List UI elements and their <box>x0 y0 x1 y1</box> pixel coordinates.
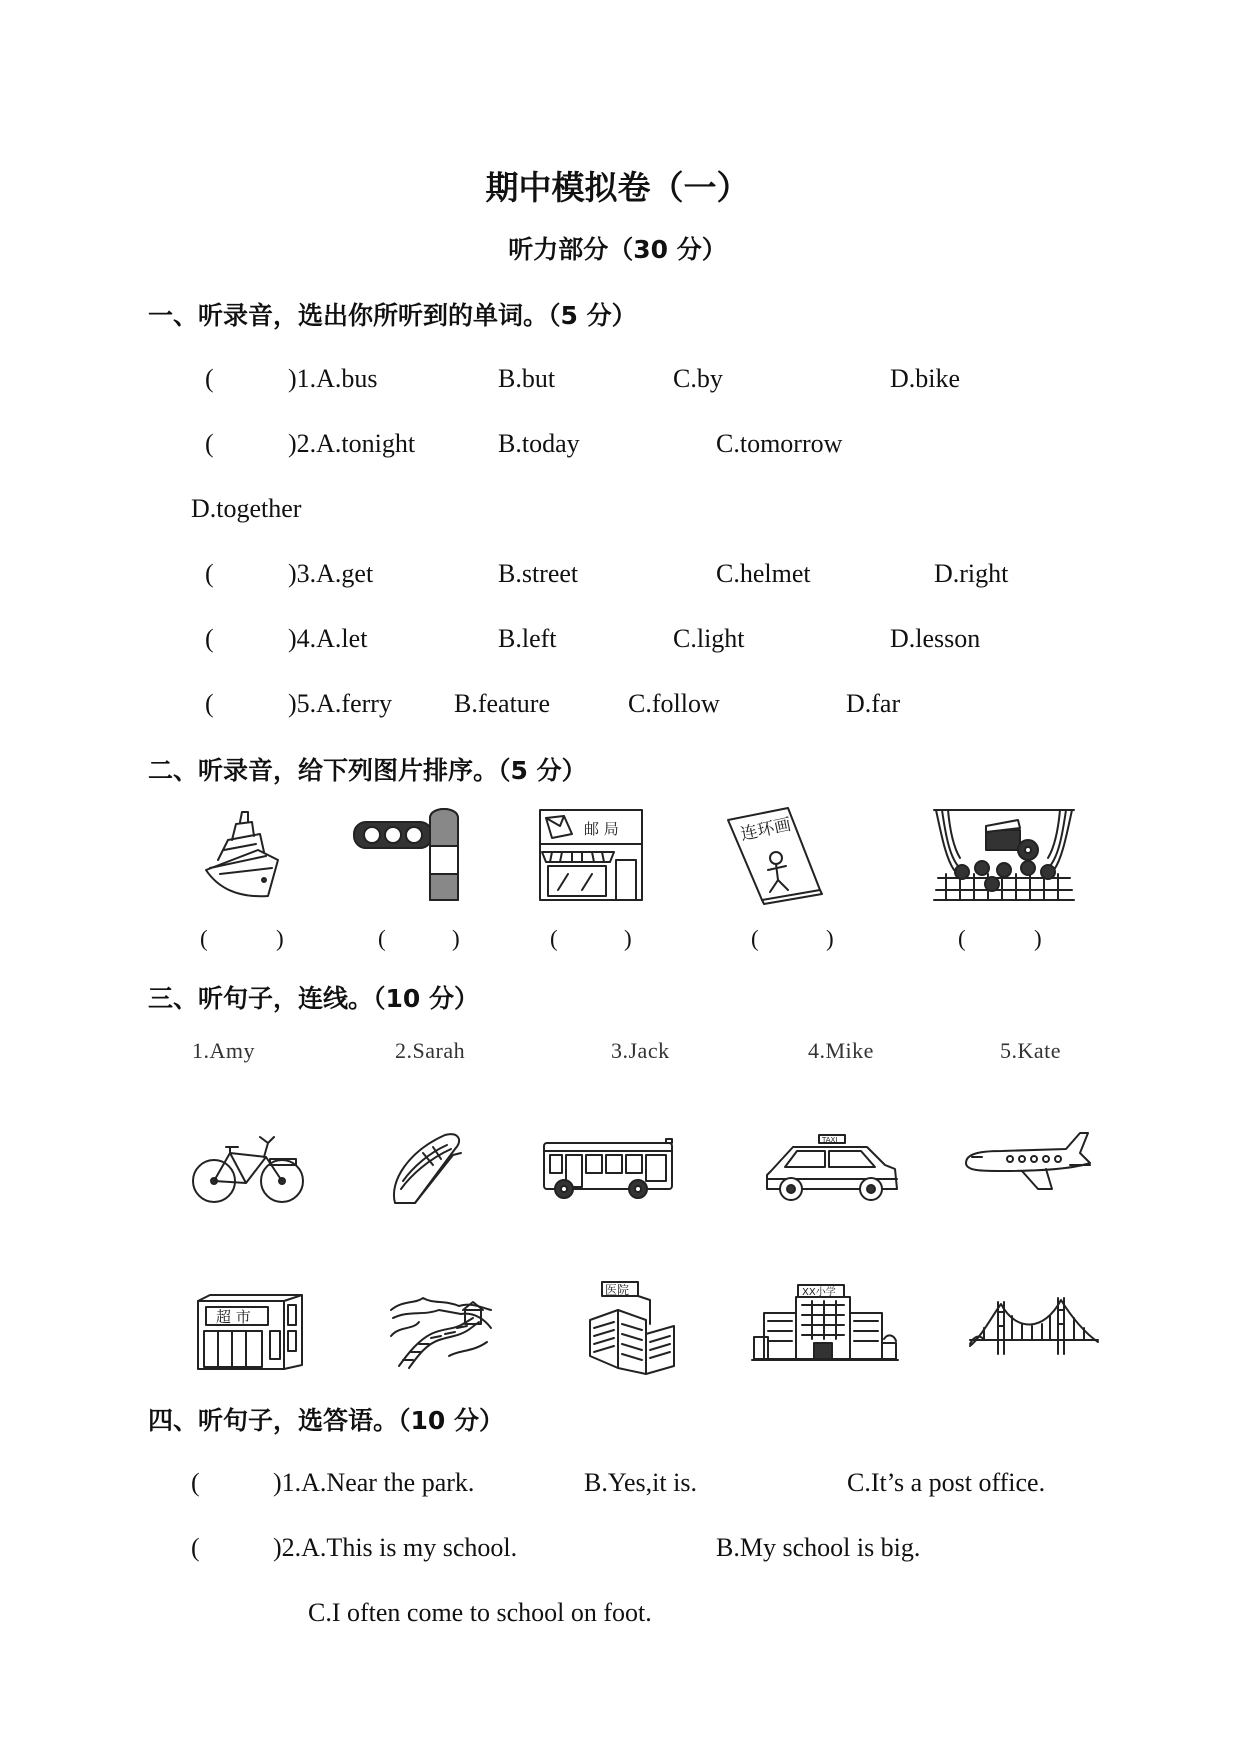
question-option-a: )3.A.get <box>288 559 374 588</box>
bicycle-icon[interactable] <box>190 1133 306 1205</box>
taxi-label: TAXI <box>822 1136 838 1144</box>
post-office-sign: 邮 局 <box>584 820 619 838</box>
taxi-icon[interactable] <box>763 1133 901 1203</box>
question-option-a: )2.A.tonight <box>288 429 416 458</box>
page-subtitle: 听力部分（30 分） <box>508 235 727 264</box>
section-4-heading: 四、听句子，选答语。（10 分） <box>148 1406 504 1435</box>
question-option-a: )4.A.let <box>288 624 368 653</box>
name-amy[interactable]: 1.Amy <box>192 1038 255 1063</box>
school-icon[interactable] <box>752 1283 898 1361</box>
question-option-b: B.left <box>498 624 557 653</box>
section-3-heading: 三、听句子，连线。（10 分） <box>148 984 479 1013</box>
hospital-icon[interactable] <box>588 1280 676 1376</box>
question-option-c: C.by <box>673 364 723 393</box>
question-option-d: D.together <box>191 494 302 523</box>
answer-bracket[interactable]: ( <box>205 689 214 718</box>
comic-book-title: 连环画 <box>738 814 793 845</box>
answer-bracket[interactable]: ( <box>191 1468 200 1497</box>
question-option-c: C.I often come to school on foot. <box>308 1598 652 1627</box>
post-office-icon <box>538 808 644 902</box>
question-option-a: )5.A.ferry <box>288 689 392 718</box>
great-wall-icon[interactable] <box>389 1296 493 1370</box>
blank-close: ) <box>452 926 460 951</box>
blank-open: ( <box>200 926 208 951</box>
section-1-heading: 一、听录音，选出你所听到的单词。（5 分） <box>148 301 637 330</box>
plane-icon[interactable] <box>962 1131 1092 1195</box>
answer-bracket[interactable]: ( <box>205 624 214 653</box>
question-option-d: D.bike <box>890 364 961 393</box>
question-option-b: B.today <box>498 429 580 458</box>
blank-close: ) <box>826 926 834 951</box>
blank-open: ( <box>751 926 759 951</box>
question-option-c: C.helmet <box>716 559 811 588</box>
blank-open: ( <box>378 926 386 951</box>
answer-bracket[interactable]: ( <box>205 364 214 393</box>
blank-open: ( <box>550 926 558 951</box>
answer-bracket[interactable]: ( <box>191 1533 200 1562</box>
supermarket-icon[interactable] <box>196 1293 306 1371</box>
train-icon[interactable] <box>389 1131 463 1209</box>
cinema-icon <box>932 808 1076 902</box>
question-option-a: )1.A.bus <box>288 364 378 393</box>
question-option-d: D.far <box>846 689 901 718</box>
traffic-light-icon <box>352 808 462 902</box>
question-option-b: B.Yes,it is. <box>584 1468 697 1497</box>
question-option-c: C.light <box>673 624 745 653</box>
question-option-b: B.My school is big. <box>716 1533 921 1562</box>
name-kate[interactable]: 5.Kate <box>1000 1038 1062 1063</box>
name-mike[interactable]: 4.Mike <box>808 1038 874 1063</box>
question-option-c: C.follow <box>628 689 720 718</box>
question-option-a: )1.A.Near the park. <box>273 1468 475 1497</box>
supermarket-sign: 超 市 <box>216 1308 251 1326</box>
blank-close: ) <box>1034 926 1042 951</box>
name-jack[interactable]: 3.Jack <box>611 1038 670 1063</box>
question-option-b: B.but <box>498 364 556 393</box>
blank-close: ) <box>276 926 284 951</box>
question-option-d: D.right <box>934 559 1009 588</box>
blank-open: ( <box>958 926 966 951</box>
section-2-heading: 二、听录音，给下列图片排序。（5 分） <box>148 756 587 785</box>
name-sarah[interactable]: 2.Sarah <box>395 1038 466 1063</box>
question-option-b: B.feature <box>454 689 551 718</box>
school-sign: XX小学 <box>802 1287 836 1298</box>
question-option-b: B.street <box>498 559 579 588</box>
answer-bracket[interactable]: ( <box>205 559 214 588</box>
bridge-icon[interactable] <box>968 1296 1100 1360</box>
blank-close: ) <box>624 926 632 951</box>
page-title: 期中模拟卷（一） <box>485 168 750 207</box>
comic-book-icon <box>724 806 824 904</box>
ship-icon <box>198 810 284 902</box>
answer-bracket[interactable]: ( <box>205 429 214 458</box>
hospital-sign: 医院 <box>605 1283 630 1297</box>
bus-icon[interactable] <box>540 1137 678 1201</box>
question-option-a: )2.A.This is my school. <box>273 1533 518 1562</box>
question-option-d: D.lesson <box>890 624 981 653</box>
question-option-c: C.It’s a post office. <box>847 1468 1046 1497</box>
question-option-c: C.tomorrow <box>716 429 843 458</box>
